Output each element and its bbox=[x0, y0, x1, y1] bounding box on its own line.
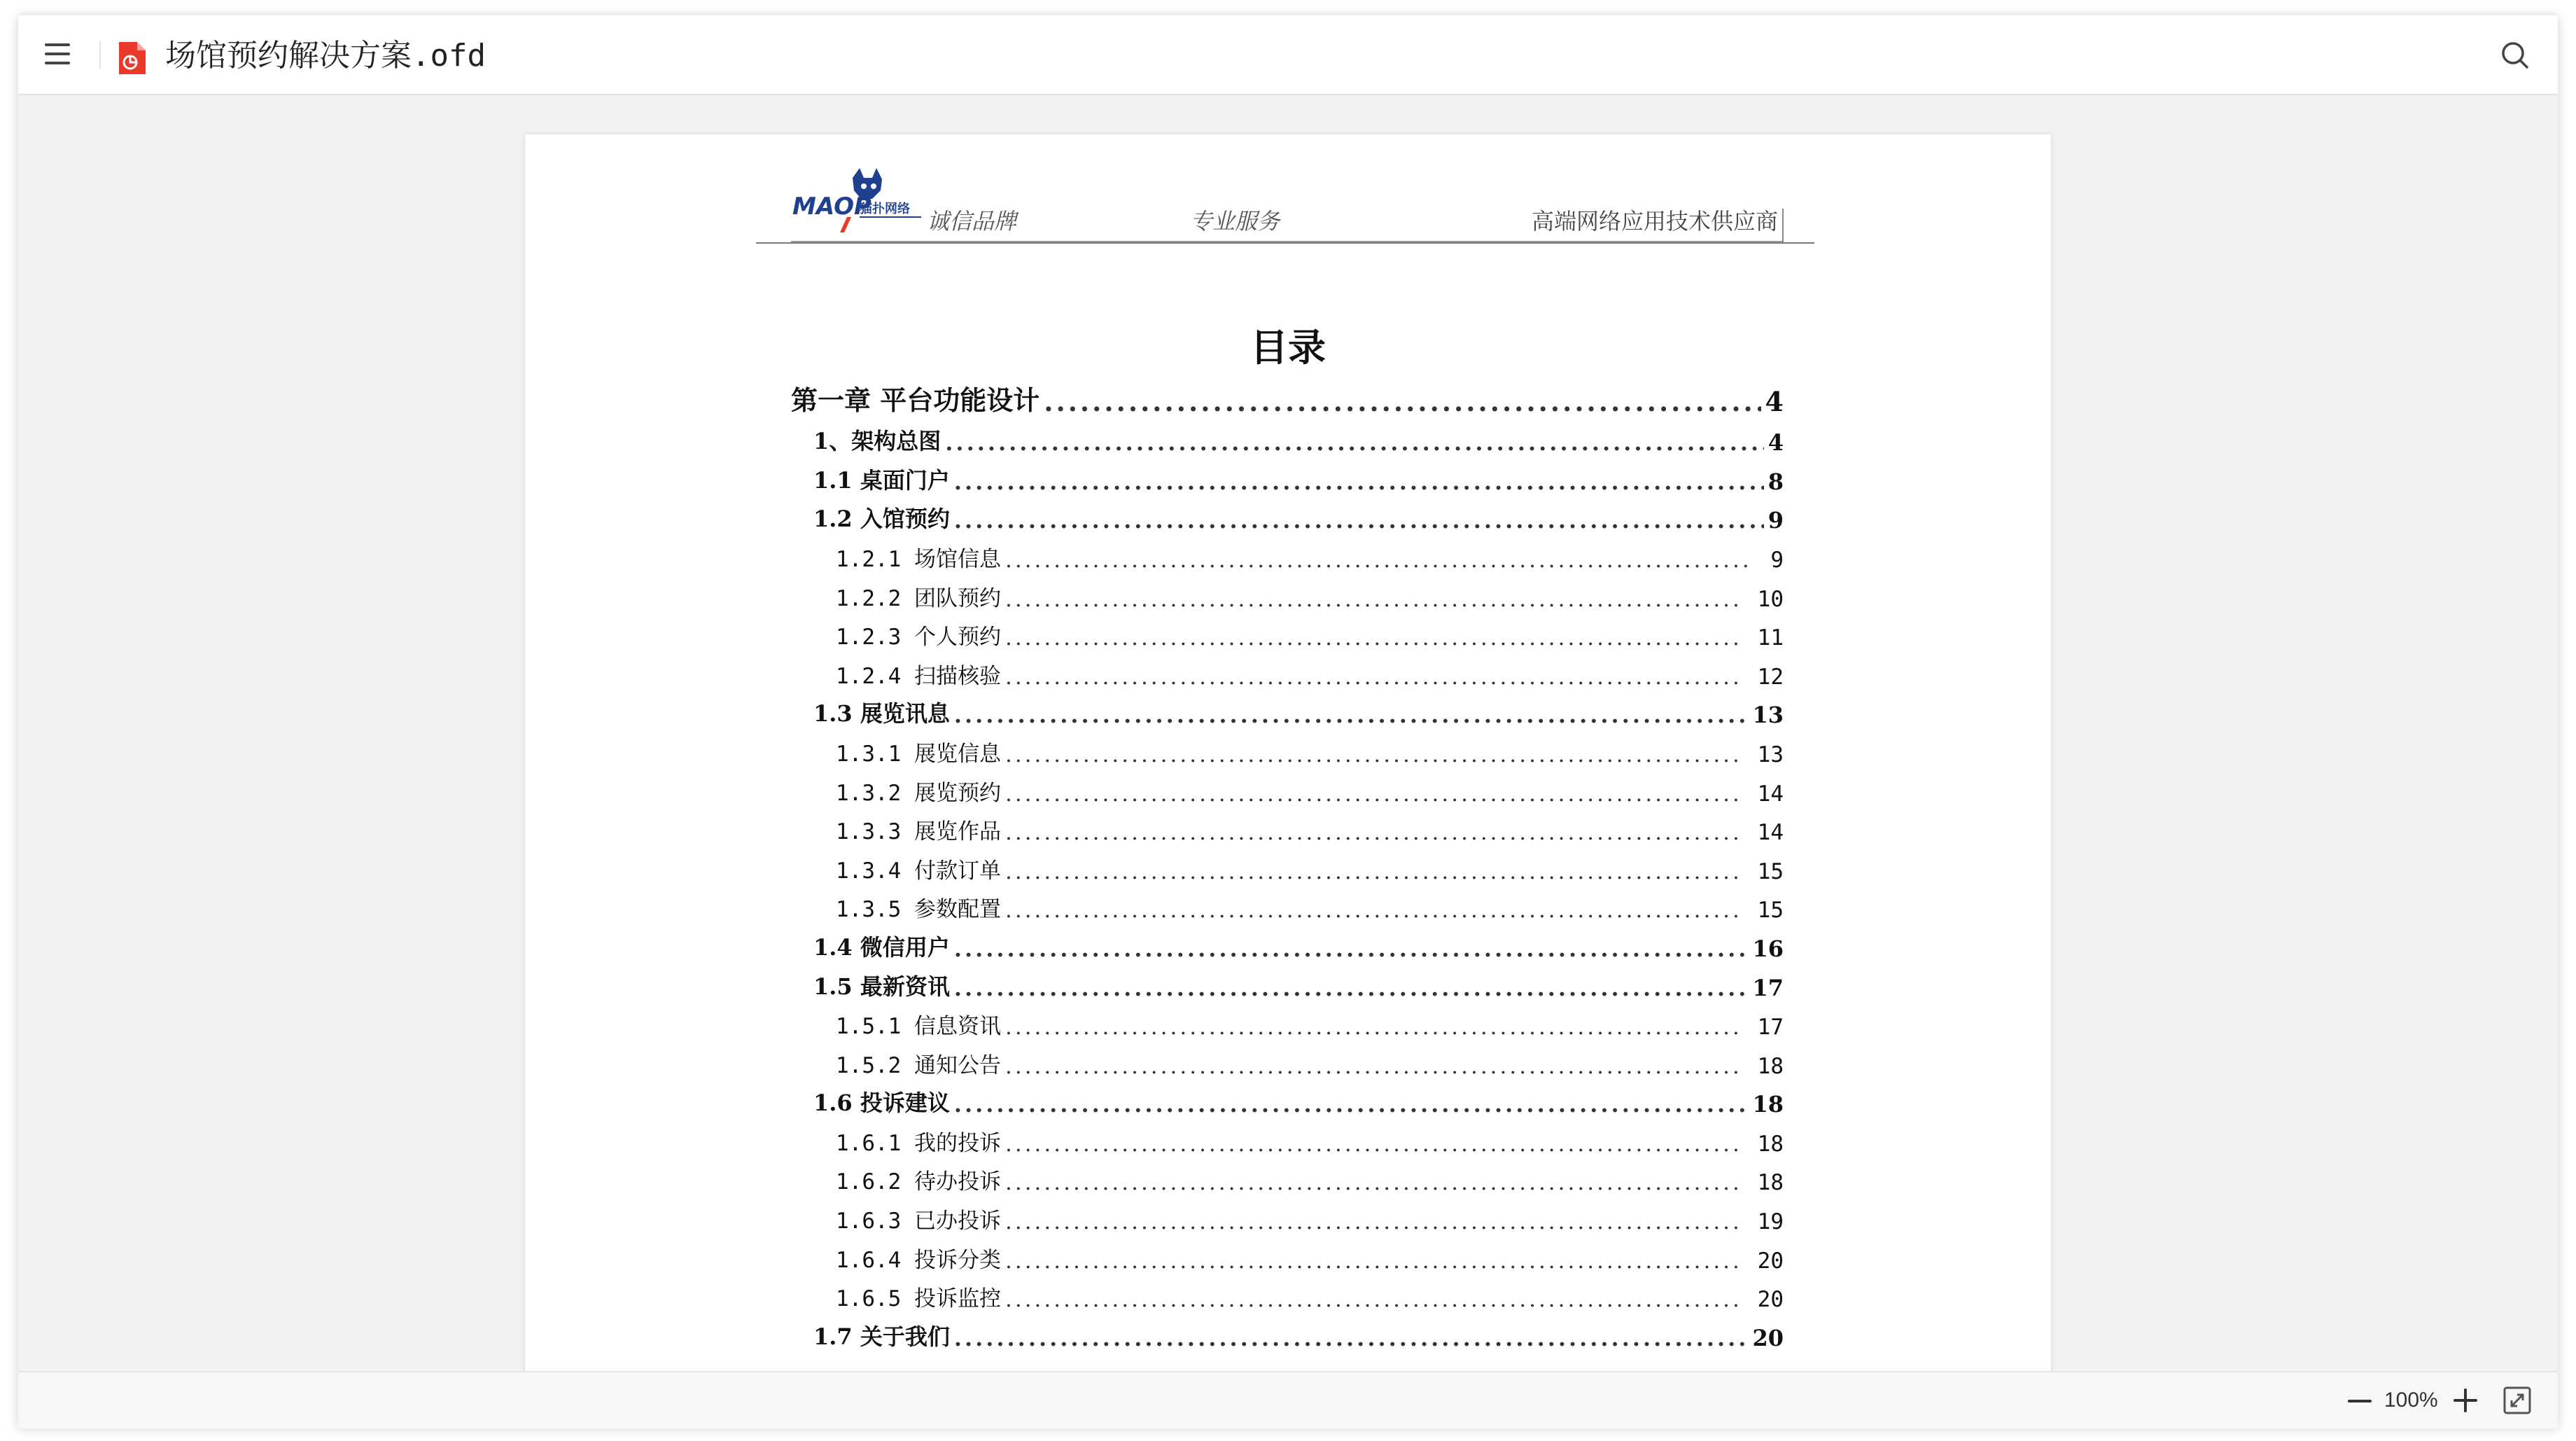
toolbar-divider bbox=[99, 41, 101, 69]
header-rule bbox=[756, 242, 1814, 244]
toc-entry[interactable] bbox=[791, 495, 1784, 534]
toc-entry-page: 17 bbox=[1757, 1015, 1784, 1040]
toc-heading: 目录 bbox=[1250, 325, 1326, 370]
toc-entry-page: 13 bbox=[1757, 742, 1784, 767]
toc-entry-title: 1.3.3 展览作品 bbox=[836, 819, 1001, 845]
toc-entry-title: 1.5 最新资讯 bbox=[813, 973, 950, 1000]
toc-leader-dots bbox=[1005, 1132, 1738, 1157]
toc-leader-dots bbox=[954, 468, 1764, 495]
toc-entry-title: 1.4 微信用户 bbox=[813, 933, 950, 961]
toc-leader-dots bbox=[945, 429, 1763, 456]
toc-entry-page: 16 bbox=[1752, 935, 1784, 962]
toc-entry-title: 1.2.1 场馆信息 bbox=[836, 546, 1001, 572]
table-of-contents bbox=[791, 378, 1784, 1351]
toc-entry-page: 13 bbox=[1752, 702, 1784, 729]
toc-leader-dots bbox=[1005, 742, 1738, 767]
header-divider bbox=[1782, 209, 1784, 242]
toc-leader-dots bbox=[1005, 781, 1738, 807]
toc-entry-page: 18 bbox=[1757, 1131, 1784, 1157]
toc-entry[interactable] bbox=[791, 884, 1784, 924]
toc-leader-dots bbox=[1044, 386, 1760, 417]
toc-entry-title: 1.2.4 扫描核验 bbox=[836, 663, 1001, 689]
toc-entry[interactable] bbox=[791, 378, 1784, 417]
toc-entry[interactable] bbox=[791, 728, 1784, 767]
toc-entry[interactable] bbox=[791, 573, 1784, 612]
toc-entry[interactable] bbox=[791, 807, 1784, 846]
toc-entry-title: 第一章 平台功能设计 bbox=[791, 384, 1040, 416]
toc-entry-title: 1.3.5 参数配置 bbox=[836, 897, 1001, 923]
toc-entry-page: 15 bbox=[1757, 898, 1784, 924]
toc-leader-dots bbox=[1005, 1170, 1738, 1195]
toc-entry[interactable] bbox=[791, 923, 1784, 962]
minus-icon[interactable] bbox=[2346, 1388, 2373, 1414]
toc-entry-page: 18 bbox=[1752, 1091, 1784, 1118]
toc-leader-dots bbox=[1005, 625, 1738, 650]
toc-leader-dots bbox=[954, 935, 1749, 962]
toc-entry-page: 18 bbox=[1757, 1053, 1784, 1079]
toc-leader-dots bbox=[1005, 1248, 1738, 1274]
toc-entry[interactable] bbox=[791, 417, 1784, 457]
zoom-level: 100% bbox=[2384, 1388, 2438, 1412]
toc-entry-title: 1、架构总图 bbox=[813, 428, 941, 455]
svg-text:MAOP: MAOP bbox=[792, 193, 872, 221]
toc-leader-dots bbox=[954, 507, 1764, 534]
toc-entry-title: 1.3 展览讯息 bbox=[813, 700, 950, 728]
ofd-file-icon bbox=[116, 41, 147, 76]
header-supplier: 高端网络应用技术供应商 bbox=[1531, 208, 1778, 235]
toc-entry[interactable] bbox=[791, 534, 1784, 573]
toc-leader-dots bbox=[1005, 548, 1751, 573]
toc-entry[interactable] bbox=[791, 650, 1784, 690]
toc-entry[interactable] bbox=[791, 1001, 1784, 1040]
toc-entry-page: 20 bbox=[1757, 1248, 1784, 1274]
toc-leader-dots bbox=[1005, 587, 1738, 612]
document-page bbox=[525, 134, 2051, 1371]
toc-entry-page: 12 bbox=[1757, 664, 1784, 690]
toc-entry-title: 1.6.4 投诉分类 bbox=[836, 1247, 1001, 1273]
toc-entry-title: 1.2 入馆预约 bbox=[813, 506, 950, 533]
toc-entry-page: 11 bbox=[1757, 625, 1784, 651]
company-logo bbox=[791, 165, 924, 232]
ofd-viewer-window bbox=[18, 15, 2558, 1428]
toc-entry-page: 15 bbox=[1757, 858, 1784, 884]
toc-entry-title: 1.2.2 团队预约 bbox=[836, 585, 1001, 611]
toc-leader-dots bbox=[1005, 898, 1738, 923]
toc-entry-title: 1.6.5 投诉监控 bbox=[836, 1286, 1001, 1312]
toc-entry-title: 1.6 投诉建议 bbox=[813, 1090, 950, 1117]
toc-entry-title: 1.6.3 已办投诉 bbox=[836, 1209, 1001, 1234]
toc-entry-title: 1.5.2 通知公告 bbox=[836, 1052, 1001, 1078]
toc-entry-page: 8 bbox=[1768, 468, 1784, 495]
toc-entry-page: 14 bbox=[1757, 781, 1784, 807]
logo-subtext: 猫扑网络 bbox=[860, 202, 910, 216]
toc-entry-page: 20 bbox=[1757, 1287, 1784, 1313]
toc-leader-dots bbox=[954, 975, 1749, 1001]
header-service: 专业服务 bbox=[1190, 208, 1280, 235]
document-title: 场馆预约解决方案.ofd bbox=[165, 38, 486, 74]
toc-leader-dots bbox=[1005, 664, 1738, 690]
toc-entry-page: 9 bbox=[1768, 507, 1784, 534]
toc-entry-page: 14 bbox=[1757, 820, 1784, 846]
toc-leader-dots bbox=[954, 1325, 1749, 1351]
page-header bbox=[525, 134, 2051, 246]
toc-entry[interactable] bbox=[791, 845, 1784, 884]
toc-entry[interactable] bbox=[791, 1234, 1784, 1274]
toc-entry[interactable] bbox=[791, 612, 1784, 651]
toc-entry-title: 1.1 桌面门户 bbox=[813, 466, 950, 494]
toc-leader-dots bbox=[1005, 820, 1738, 845]
status-bar bbox=[18, 1371, 2558, 1428]
toc-entry[interactable] bbox=[791, 1195, 1784, 1234]
toc-entry-page: 10 bbox=[1757, 586, 1784, 612]
toc-entry-page: 20 bbox=[1752, 1324, 1784, 1351]
toc-entry-title: 1.3.2 展览预约 bbox=[836, 780, 1001, 806]
toc-entry-page: 9 bbox=[1770, 547, 1784, 573]
toc-entry[interactable] bbox=[791, 456, 1784, 495]
toc-entry-title: 1.6.1 我的投诉 bbox=[836, 1130, 1001, 1156]
toc-entry[interactable] bbox=[791, 1040, 1784, 1079]
top-toolbar bbox=[18, 15, 2558, 95]
header-brand: 诚信品牌 bbox=[927, 208, 1017, 235]
toc-leader-dots bbox=[954, 702, 1749, 728]
toc-entry[interactable] bbox=[791, 1312, 1784, 1351]
toc-entry-title: 1.7 关于我们 bbox=[813, 1323, 950, 1350]
document-canvas[interactable] bbox=[18, 95, 2558, 1371]
toc-entry-title: 1.3.1 展览信息 bbox=[836, 741, 1001, 767]
toc-entry[interactable] bbox=[791, 767, 1784, 807]
toc-leader-dots bbox=[1005, 859, 1738, 884]
fit-screen-icon[interactable] bbox=[2502, 1385, 2533, 1416]
toc-entry-page: 19 bbox=[1757, 1209, 1784, 1235]
toc-entry[interactable] bbox=[791, 1079, 1784, 1118]
toc-entry-page: 4 bbox=[1765, 385, 1784, 417]
toc-entry-title: 1.5.1 信息资讯 bbox=[836, 1014, 1001, 1040]
plus-icon[interactable] bbox=[2451, 1386, 2479, 1414]
toc-entry[interactable] bbox=[791, 1118, 1784, 1157]
toc-entry[interactable] bbox=[791, 1157, 1784, 1196]
toc-entry-page: 18 bbox=[1757, 1170, 1784, 1196]
toc-entry-page: 17 bbox=[1752, 974, 1784, 1001]
toc-entry-title: 1.3.4 付款订单 bbox=[836, 858, 1001, 884]
toc-leader-dots bbox=[1005, 1054, 1738, 1079]
toc-entry-title: 1.6.2 待办投诉 bbox=[836, 1169, 1001, 1195]
toc-leader-dots bbox=[1005, 1287, 1738, 1312]
toc-entry-page: 4 bbox=[1768, 429, 1784, 457]
menu-icon[interactable] bbox=[45, 42, 73, 66]
search-icon[interactable] bbox=[2499, 39, 2530, 70]
toc-entry[interactable] bbox=[791, 962, 1784, 1001]
toc-entry-title: 1.2.3 个人预约 bbox=[836, 625, 1001, 650]
toc-entry[interactable] bbox=[791, 1274, 1784, 1313]
toc-entry[interactable] bbox=[791, 690, 1784, 729]
toc-leader-dots bbox=[1005, 1015, 1738, 1040]
toc-leader-dots bbox=[1005, 1209, 1738, 1234]
toc-leader-dots bbox=[954, 1091, 1749, 1118]
